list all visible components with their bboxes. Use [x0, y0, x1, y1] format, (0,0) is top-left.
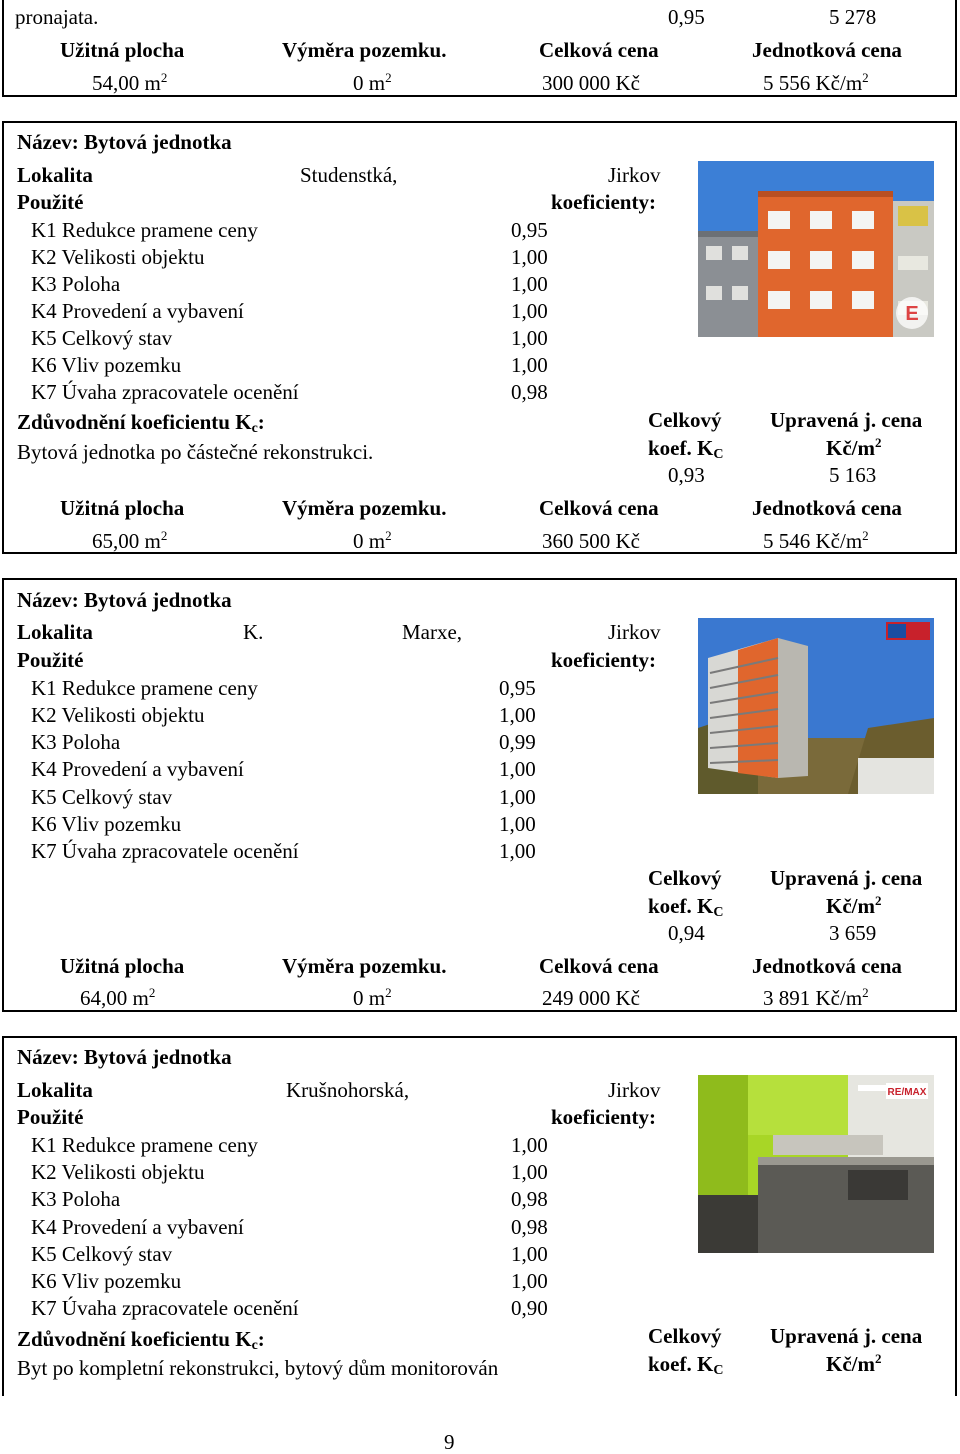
record-3-kcm2-label: $Kč/m^2$	[826, 1351, 882, 1376]
record-1-land: 0 $m^2$	[353, 528, 392, 553]
top-area-value: 54,00 $m^2$	[92, 70, 168, 95]
record-2-k5-label: K5 Celkový stav	[31, 785, 173, 809]
record-3-justification: Byt po kompletní rekonstrukci, bytový dům monitorován	[17, 1356, 499, 1380]
record-2-title: Název: Bytová jednotka	[17, 588, 232, 612]
record-1-justification: Bytová jednotka po částečné rekonstrukci.	[17, 440, 374, 464]
record-1-k1-label: K1 Redukce pramene ceny	[31, 218, 258, 242]
record-1-k5-value: 1,00	[511, 326, 548, 350]
record-2-k4-label: K4 Provedení a vybavení	[31, 757, 244, 781]
top-coef: 0,95	[668, 5, 705, 29]
header-total: Celková cena	[539, 38, 659, 62]
record-2-k7-label: K7 Úvaha zpracovatele ocenění	[31, 839, 299, 863]
record-1-total-coef: 0,93	[668, 463, 705, 487]
record-1-header-area: Užitná plocha	[60, 496, 185, 520]
record-3-lokalita-label: Lokalita	[17, 1078, 93, 1102]
record-3-upravena-label: Upravená j. cena	[770, 1324, 923, 1348]
top-tail-text: pronajata.	[15, 5, 99, 29]
svg-text:E: E	[905, 303, 919, 325]
record-1-unit: 5 546 $Kč/m^2$	[763, 528, 869, 553]
header-area: Užitná plocha	[60, 38, 185, 62]
record-2-adjusted-price: 3 659	[829, 921, 877, 945]
record-1-area: 65,00 $m^2$	[92, 528, 168, 553]
page-number: 9	[444, 1430, 455, 1454]
record-2-k3-label: K3 Poloha	[31, 730, 121, 754]
record-3-k7-label: K7 Úvaha zpracovatele ocenění	[31, 1296, 299, 1320]
record-2-koef-label: koef. $K_C$	[648, 894, 724, 920]
record-2-lokalita-label: Lokalita	[17, 620, 93, 644]
record-3-pouzite-label: Použité	[17, 1105, 84, 1129]
record-2-street-a: K.	[243, 620, 264, 644]
record-1-header-total: Celková cena	[539, 496, 659, 520]
record-1-k3-label: K3 Poloha	[31, 272, 121, 296]
record-2-photo	[698, 618, 934, 794]
record-3-k6-label: K6 Vliv pozemku	[31, 1269, 182, 1293]
record-3-k5-label: K5 Celkový stav	[31, 1242, 173, 1266]
remax-logo: RE/MAX	[887, 1087, 927, 1098]
record-3-k3-label: K3 Poloha	[31, 1187, 121, 1211]
record-1-city: Jirkov	[608, 163, 661, 187]
top-unit-value: 5 556 $Kč/m^2$	[763, 70, 869, 95]
record-2-celkovy-label: Celkový	[648, 866, 722, 890]
record-1-adjusted-price: 5 163	[829, 463, 877, 487]
record-3-photo	[698, 1075, 934, 1253]
top-unit-price: 5 278	[829, 5, 877, 29]
record-2-city: Jirkov	[608, 620, 661, 644]
record-3-title: Název: Bytová jednotka	[17, 1045, 232, 1069]
record-1-lokalita-label: Lokalita	[17, 163, 93, 187]
record-2-k3-value: 0,99	[499, 730, 536, 754]
header-unit: Jednotková cena	[752, 38, 902, 62]
record-1-k2-value: 1,00	[511, 245, 548, 269]
record-1-kcm2-label: $Kč/m^2$	[826, 435, 882, 460]
record-2-street-b: Marxe,	[402, 620, 463, 644]
record-1-k4-value: 1,00	[511, 299, 548, 323]
record-1-k3-value: 1,00	[511, 272, 548, 296]
record-1-koef-label: koef. $K_C$	[648, 436, 724, 462]
record-2-land: 0 $m^2$	[353, 985, 392, 1010]
record-3-koef-label: koef. $K_C$	[648, 1352, 724, 1378]
record-2-k6-label: K6 Vliv pozemku	[31, 812, 182, 836]
record-3-k2-value: 1,00	[511, 1160, 548, 1184]
header-land: Výměra pozemku.	[282, 38, 447, 62]
record-2-k4-value: 1,00	[499, 757, 536, 781]
record-1-k1-value: 0,95	[511, 218, 548, 242]
record-1-k6-value: 1,00	[511, 353, 548, 377]
record-3-k5-value: 1,00	[511, 1242, 548, 1266]
record-2-unit: 3 891 $Kč/m^2$	[763, 985, 869, 1010]
record-3-k7-value: 0,90	[511, 1296, 548, 1320]
record-2-area: 64,00 $m^2$	[80, 985, 156, 1010]
record-3-celkovy-label: Celkový	[648, 1324, 722, 1348]
record-1-header-land: Výměra pozemku.	[282, 496, 447, 520]
record-2-k1-value: 0,95	[499, 676, 536, 700]
record-1-koeficienty-label: koeficienty:	[551, 190, 656, 214]
record-2-header-land: Výměra pozemku.	[282, 954, 447, 978]
record-2-k1-label: K1 Redukce pramene ceny	[31, 676, 258, 700]
record-2-kcm2-label: $Kč/m^2$	[826, 893, 882, 918]
record-2-k5-value: 1,00	[499, 785, 536, 809]
record-1-k2-label: K2 Velikosti objektu	[31, 245, 205, 269]
record-2-k2-value: 1,00	[499, 703, 536, 727]
record-1-celkovy-label: Celkový	[648, 408, 722, 432]
record-3-k1-value: 1,00	[511, 1133, 548, 1157]
record-2-header-total: Celková cena	[539, 954, 659, 978]
record-2-k7-value: 1,00	[499, 839, 536, 863]
record-1-k4-label: K4 Provedení a vybavení	[31, 299, 244, 323]
record-3-k4-value: 0,98	[511, 1215, 548, 1239]
record-2-total-coef: 0,94	[668, 921, 705, 945]
record-3-k1-label: K1 Redukce pramene ceny	[31, 1133, 258, 1157]
record-1-k5-label: K5 Celkový stav	[31, 326, 173, 350]
record-1-upravena-label: Upravená j. cena	[770, 408, 923, 432]
record-1-pouzite-label: Použité	[17, 190, 84, 214]
record-2-pouzite-label: Použité	[17, 648, 84, 672]
record-1-photo	[698, 161, 934, 337]
top-total-value: 300 000 Kč	[542, 71, 640, 95]
record-2-k2-label: K2 Velikosti objektu	[31, 703, 205, 727]
record-3-justification-label: Zdůvodnění koeficientu $K_c$:	[17, 1327, 265, 1353]
record-1-k7-value: 0,98	[511, 380, 548, 404]
record-2-header-unit: Jednotková cena	[752, 954, 902, 978]
record-1-k7-label: K7 Úvaha zpracovatele ocenění	[31, 380, 299, 404]
record-1-title: Název: Bytová jednotka	[17, 130, 232, 154]
record-2-koeficienty-label: koeficienty:	[551, 648, 656, 672]
record-2-upravena-label: Upravená j. cena	[770, 866, 923, 890]
record-1-k6-label: K6 Vliv pozemku	[31, 353, 182, 377]
record-3-k4-label: K4 Provedení a vybavení	[31, 1215, 244, 1239]
record-2-header-area: Užitná plocha	[60, 954, 185, 978]
record-3-k2-label: K2 Velikosti objektu	[31, 1160, 205, 1184]
record-3-k6-value: 1,00	[511, 1269, 548, 1293]
record-2-k6-value: 1,00	[499, 812, 536, 836]
record-2-total: 249 000 Kč	[542, 986, 640, 1010]
record-1-street: Studenstká,	[300, 163, 398, 187]
record-1-header-unit: Jednotková cena	[752, 496, 902, 520]
record-3-city: Jirkov	[608, 1078, 661, 1102]
record-1-justification-label: Zdůvodnění koeficientu $K_c$:	[17, 410, 265, 436]
record-3-koeficienty-label: koeficienty:	[551, 1105, 656, 1129]
record-3-k3-value: 0,98	[511, 1187, 548, 1211]
record-1-total: 360 500 Kč	[542, 529, 640, 553]
top-land-value: 0 $m^2$	[353, 70, 392, 95]
record-3-street: Krušnohorská,	[286, 1078, 410, 1102]
